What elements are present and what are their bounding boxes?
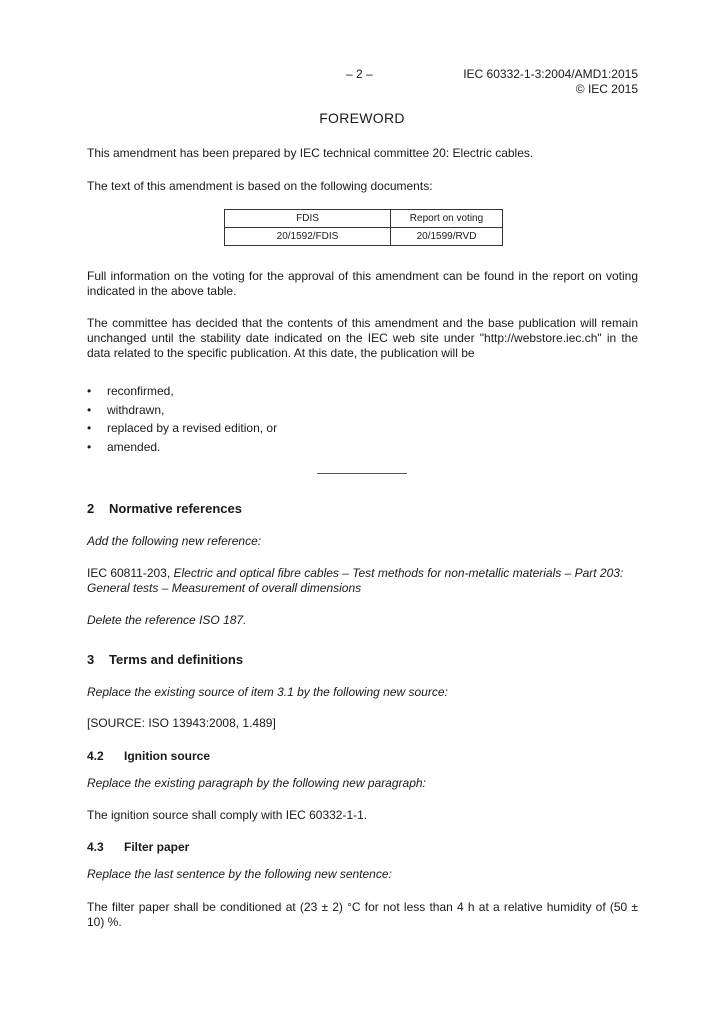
publication-options-list xyxy=(87,384,277,458)
section-4-3-instruction: Replace the last sentence by the following new sentence: xyxy=(87,867,392,881)
section-4-2-heading xyxy=(87,749,210,763)
section-number: 4.2 xyxy=(87,749,104,763)
document-reference xyxy=(463,67,638,97)
section-title: Ignition source xyxy=(124,749,211,763)
list-item: • replaced by a revised edition, or xyxy=(87,421,278,435)
source-entry: [SOURCE: ISO 13943:2008, 1.489] xyxy=(87,716,276,730)
page-number: – 2 – xyxy=(346,67,373,81)
table-header-cell: FDIS xyxy=(225,210,391,228)
reference-title: Electric and optical fibre cables – Test methods for non-metallic materials – Part 203: General tests – Measurement of overall dimensions xyxy=(87,566,624,595)
foreword-docs-intro: The text of this amendment is based on the following documents: xyxy=(87,179,433,193)
reference-id: IEC 60811-203, xyxy=(87,566,171,580)
bullet-icon: • xyxy=(87,384,92,398)
section-number: 4.3 xyxy=(87,840,104,854)
committee-paragraph: The committee has decided that the contents of this amendment and the base publication will remain unchanged until the stability date indicated on the IEC web site under "http://webstore.iec.ch" in the data related to the specific publication. At this date, the publication will be xyxy=(87,316,638,360)
list-item: • amended. xyxy=(87,439,161,454)
section-4-3-text: The filter paper shall be conditioned at (23 ± 2) °C for not less than 4 h at a relative humidity of (50 ± 10) %. xyxy=(87,900,638,929)
section-title: Filter paper xyxy=(124,840,190,854)
bullet-icon: • xyxy=(87,421,92,435)
section-number: 2 xyxy=(87,501,95,516)
section-title: Terms and definitions xyxy=(109,652,244,667)
new-reference-entry xyxy=(87,566,638,596)
table-header-row xyxy=(225,210,503,228)
section-4-2-instruction: Replace the existing paragraph by the following new paragraph: xyxy=(87,776,426,790)
table-header-cell: Report on voting xyxy=(391,210,503,228)
foreword-intro: This amendment has been prepared by IEC technical committee 20: Electric cables. xyxy=(87,146,534,160)
section-4-2-text: The ignition source shall comply with IEC 60332-1-1. xyxy=(87,808,368,822)
section-title: Normative references xyxy=(109,501,242,516)
section-2-instruction: Add the following new reference: xyxy=(87,534,262,548)
separator-line xyxy=(317,473,407,474)
copyright: © IEC 2015 xyxy=(575,82,638,96)
section-3-instruction: Replace the existing source of item 3.1 by the following new source: xyxy=(87,685,448,699)
list-item: • withdrawn, xyxy=(87,402,165,417)
delete-note: Delete the reference ISO 187. xyxy=(87,613,247,627)
bullet-icon: • xyxy=(87,402,92,417)
section-3-heading xyxy=(87,652,243,667)
voting-info-paragraph: Full information on the voting for the approval of this amendment can be found in the report on voting indicated in the above table. xyxy=(87,269,638,298)
table-cell: 20/1599/RVD xyxy=(391,228,503,246)
bullet-icon: • xyxy=(87,439,92,454)
list-item: • reconfirmed, xyxy=(87,384,174,398)
table-row xyxy=(225,228,503,246)
section-number: 3 xyxy=(87,652,95,667)
doc-ref: IEC 60332-1-3:2004/AMD1:2015 xyxy=(463,67,638,81)
table-cell: 20/1592/FDIS xyxy=(225,228,391,246)
section-4-3-heading xyxy=(87,840,189,854)
foreword-title: FOREWORD xyxy=(319,110,405,126)
section-2-heading xyxy=(87,501,242,516)
voting-documents-table xyxy=(224,209,503,246)
